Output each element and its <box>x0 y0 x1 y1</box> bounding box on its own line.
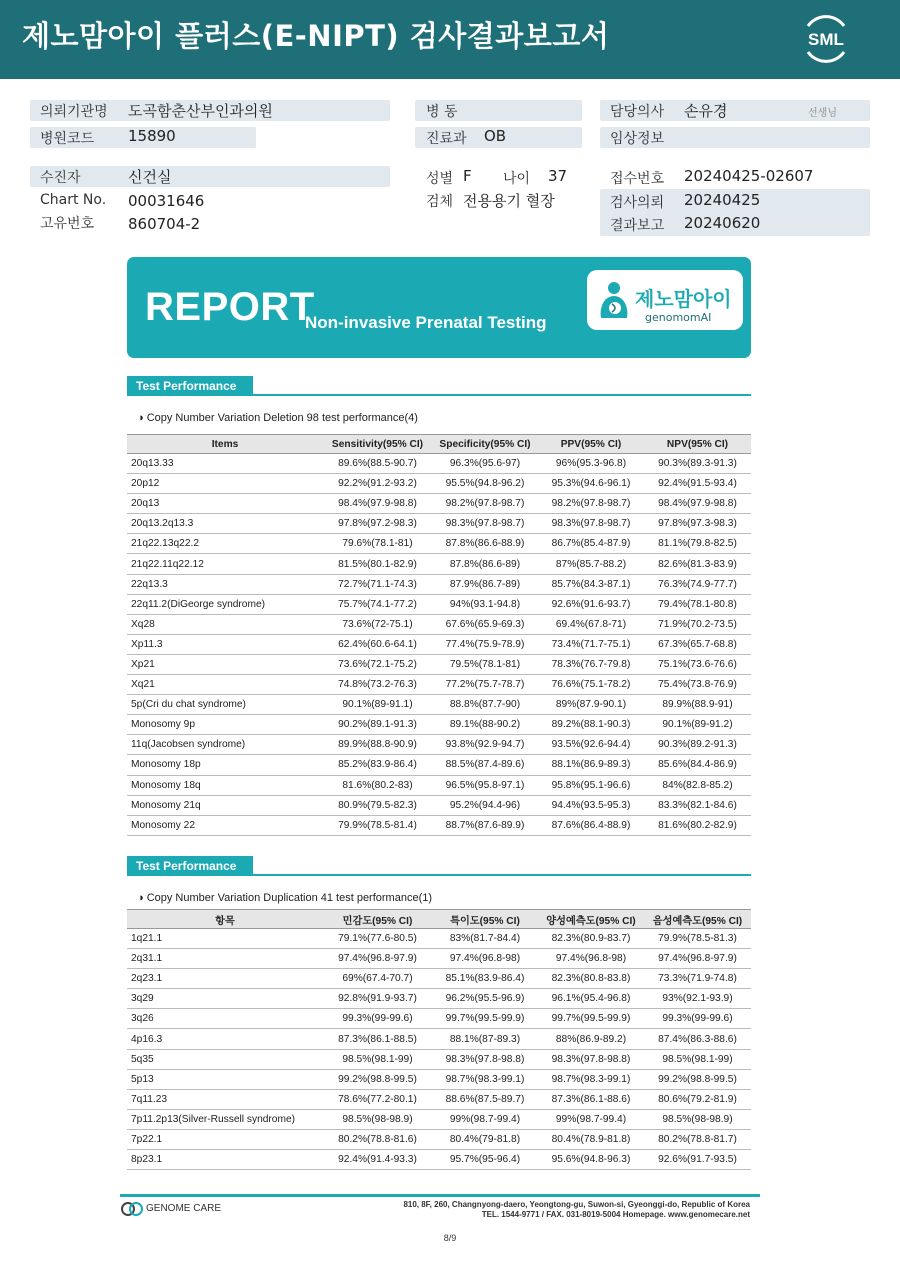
deletion-table-header <box>127 435 751 454</box>
value-cell: 98.4%(97.9-98.8) <box>644 494 751 514</box>
brand-english: genomomAI <box>645 311 712 324</box>
value-cell: 97.4%(96.8-98) <box>538 949 644 969</box>
table-row <box>127 1069 751 1089</box>
institution-label: 의뢰기관명 <box>40 104 108 120</box>
value-cell: 98.4%(97.9-98.8) <box>323 494 432 514</box>
value-cell: 87.6%(86.4-88.9) <box>538 815 644 835</box>
item-cell: 5q35 <box>127 1049 323 1069</box>
item-cell: 2q31.1 <box>127 949 323 969</box>
item-cell: 7p11.2p13(Silver-Russell syndrome) <box>127 1109 323 1129</box>
value-cell: 88.5%(87.4-89.6) <box>432 755 538 775</box>
value-cell: 89%(87.9-90.1) <box>538 695 644 715</box>
chart-no-value: 00031646 <box>128 192 205 210</box>
value-cell: 95.8%(95.1-96.6) <box>538 775 644 795</box>
table-row <box>127 815 751 835</box>
table-row <box>127 795 751 815</box>
value-cell: 89.6%(88.5-90.7) <box>323 454 432 474</box>
footer-address <box>360 1200 750 1220</box>
value-cell: 90.3%(89.2-91.3) <box>644 735 751 755</box>
value-cell: 85.1%(83.9-86.4) <box>432 969 538 989</box>
genomom-logo <box>587 270 743 330</box>
item-cell: 3q26 <box>127 1009 323 1029</box>
age-label: 나이 <box>503 171 531 187</box>
sex-value: F <box>463 167 472 185</box>
value-cell: 99%(98.7-99.4) <box>432 1109 538 1129</box>
value-cell: 81.6%(80.2-82.9) <box>644 815 751 835</box>
value-cell: 87.3%(86.1-88.6) <box>538 1089 644 1109</box>
address-line-1: 810, 8F, 260, Changnyong-daero, Yeongtong-gu, Suwon-si, Gyeonggi-do, Republic of Korea <box>403 1200 750 1209</box>
table-row <box>127 1150 751 1170</box>
value-cell: 79.9%(78.5-81.3) <box>644 929 751 949</box>
clinical-label: 임상정보 <box>610 131 665 147</box>
table-row <box>127 1109 751 1129</box>
table-row <box>127 715 751 735</box>
table-row <box>127 614 751 634</box>
table-row <box>127 755 751 775</box>
deletion-header-cell: NPV(95% CI) <box>644 435 751 454</box>
value-cell: 99%(98.7-99.4) <box>538 1109 644 1129</box>
value-cell: 89.2%(88.1-90.3) <box>538 715 644 735</box>
value-cell: 96.5%(95.8-97.1) <box>432 775 538 795</box>
duplication-header-cell: 양성예측도(95% CI) <box>538 910 644 929</box>
deletion-header-cell: PPV(95% CI) <box>538 435 644 454</box>
table-row <box>127 594 751 614</box>
value-cell: 88.8%(87.7-90) <box>432 695 538 715</box>
value-cell: 87.9%(86.7-89) <box>432 574 538 594</box>
value-cell: 98.3%(97.8-98.8) <box>432 1049 538 1069</box>
value-cell: 93.5%(92.6-94.4) <box>538 735 644 755</box>
value-cell: 78.3%(76.7-79.8) <box>538 654 644 674</box>
value-cell: 79.1%(77.6-80.5) <box>323 929 432 949</box>
value-cell: 73.6%(72.1-75.2) <box>323 654 432 674</box>
value-cell: 81.1%(79.8-82.5) <box>644 534 751 554</box>
value-cell: 98.7%(98.3-99.1) <box>432 1069 538 1089</box>
value-cell: 85.6%(84.4-86.9) <box>644 755 751 775</box>
item-cell: 20q13 <box>127 494 323 514</box>
value-cell: 84%(82.8-85.2) <box>644 775 751 795</box>
value-cell: 95.2%(94.4-96) <box>432 795 538 815</box>
value-cell: 96.1%(95.4-96.8) <box>538 989 644 1009</box>
value-cell: 71.9%(70.2-73.5) <box>644 614 751 634</box>
value-cell: 79.5%(78.1-81) <box>432 654 538 674</box>
item-cell: 21q22.11q22.12 <box>127 554 323 574</box>
value-cell: 97.4%(96.8-98) <box>432 949 538 969</box>
dept-value: OB <box>484 127 507 145</box>
value-cell: 92.2%(91.2-93.2) <box>323 474 432 494</box>
value-cell: 92.4%(91.4-93.3) <box>323 1150 432 1170</box>
value-cell: 99.7%(99.5-99.9) <box>432 1009 538 1029</box>
deletion-section-tab: Test Performance <box>127 376 253 396</box>
genomom-icon <box>595 280 633 320</box>
duplication-section-tab: Test Performance <box>127 856 253 876</box>
doctor-label: 담당의사 <box>610 104 665 120</box>
value-cell: 76.3%(74.9-77.7) <box>644 574 751 594</box>
table-row <box>127 1129 751 1149</box>
value-cell: 99.3%(99-99.6) <box>644 1009 751 1029</box>
examinee-row <box>30 166 390 187</box>
item-cell: 5p(Cri du chat syndrome) <box>127 695 323 715</box>
duplication-performance-table <box>127 909 751 1170</box>
value-cell: 90.1%(89-91.1) <box>323 695 432 715</box>
sml-logo <box>800 12 852 66</box>
footer-line <box>120 1194 760 1197</box>
value-cell: 88.6%(87.5-89.7) <box>432 1089 538 1109</box>
age-value: 37 <box>548 167 568 185</box>
item-cell: 20p12 <box>127 474 323 494</box>
value-cell: 85.7%(84.3-87.1) <box>538 574 644 594</box>
value-cell: 79.6%(78.1-81) <box>323 534 432 554</box>
value-cell: 92.6%(91.7-93.5) <box>644 1150 751 1170</box>
value-cell: 93%(92.1-93.9) <box>644 989 751 1009</box>
duplication-header-cell: 음성예측도(95% CI) <box>644 910 751 929</box>
value-cell: 92.8%(91.9-93.7) <box>323 989 432 1009</box>
table-row <box>127 514 751 534</box>
value-cell: 87.4%(86.3-88.6) <box>644 1029 751 1049</box>
value-cell: 96.2%(95.5-96.9) <box>432 989 538 1009</box>
report-date-label: 결과보고 <box>610 218 665 234</box>
value-cell: 75.7%(74.1-77.2) <box>323 594 432 614</box>
item-cell: Monosomy 22 <box>127 815 323 835</box>
table-row <box>127 1029 751 1049</box>
value-cell: 75.1%(73.6-76.6) <box>644 654 751 674</box>
unique-id-label: 고유번호 <box>40 216 95 232</box>
value-cell: 83.3%(82.1-84.6) <box>644 795 751 815</box>
item-cell: Xp11.3 <box>127 634 323 654</box>
value-cell: 92.4%(91.5-93.4) <box>644 474 751 494</box>
request-value: 20240425 <box>684 191 761 209</box>
item-cell: Monosomy 18p <box>127 755 323 775</box>
chart-no-label: Chart No. <box>40 192 107 208</box>
value-cell: 88.7%(87.6-89.9) <box>432 815 538 835</box>
item-cell: Xq28 <box>127 614 323 634</box>
item-cell: 7q11.23 <box>127 1089 323 1109</box>
item-cell: 11q(Jacobsen syndrome) <box>127 735 323 755</box>
value-cell: 80.4%(78.9-81.8) <box>538 1129 644 1149</box>
value-cell: 88.1%(87-89.3) <box>432 1029 538 1049</box>
report-date-value: 20240620 <box>684 214 761 232</box>
value-cell: 78.6%(77.2-80.1) <box>323 1089 432 1109</box>
table-row <box>127 1089 751 1109</box>
item-cell: Monosomy 18q <box>127 775 323 795</box>
item-cell: 21q22.13q22.2 <box>127 534 323 554</box>
value-cell: 69%(67.4-70.7) <box>323 969 432 989</box>
value-cell: 87.3%(86.1-88.5) <box>323 1029 432 1049</box>
value-cell: 90.1%(89-91.2) <box>644 715 751 735</box>
table-row <box>127 949 751 969</box>
duplication-subtitle: ◑ Copy Number Variation Duplication 41 test performance(1) <box>137 892 433 904</box>
specimen-value: 전용용기 혈장 <box>463 192 555 210</box>
table-row <box>127 474 751 494</box>
value-cell: 98.3%(97.8-98.7) <box>432 514 538 534</box>
deletion-performance-table <box>127 434 751 836</box>
report-header <box>0 0 900 79</box>
value-cell: 77.2%(75.7-78.7) <box>432 675 538 695</box>
banner-title: REPORT <box>145 285 315 329</box>
item-cell: 1q21.1 <box>127 929 323 949</box>
doctor-value: 손유경 <box>684 102 728 120</box>
dept-label: 진료과 <box>426 131 467 147</box>
value-cell: 97.8%(97.3-98.3) <box>644 514 751 534</box>
table-row <box>127 494 751 514</box>
item-cell: Monosomy 21q <box>127 795 323 815</box>
deletion-subtitle: ◑ Copy Number Variation Deletion 98 test performance(4) <box>137 412 418 424</box>
value-cell: 96.3%(95.6-97) <box>432 454 538 474</box>
value-cell: 73.3%(71.9-74.8) <box>644 969 751 989</box>
item-cell: 7p22.1 <box>127 1129 323 1149</box>
value-cell: 83%(81.7-84.4) <box>432 929 538 949</box>
item-cell: 20q13.2q13.3 <box>127 514 323 534</box>
value-cell: 72.7%(71.1-74.3) <box>323 574 432 594</box>
value-cell: 82.6%(81.3-83.9) <box>644 554 751 574</box>
value-cell: 98.3%(97.8-98.8) <box>538 1049 644 1069</box>
value-cell: 89.1%(88-90.2) <box>432 715 538 735</box>
value-cell: 96%(95.3-96.8) <box>538 454 644 474</box>
value-cell: 93.8%(92.9-94.7) <box>432 735 538 755</box>
value-cell: 80.4%(79-81.8) <box>432 1129 538 1149</box>
item-cell: 5p13 <box>127 1069 323 1089</box>
value-cell: 98.3%(97.8-98.7) <box>538 514 644 534</box>
item-cell: 22q13.3 <box>127 574 323 594</box>
value-cell: 98.5%(98-98.9) <box>644 1109 751 1129</box>
table-row <box>127 775 751 795</box>
genome-care-name: GENOME CARE <box>146 1203 222 1214</box>
deletion-header-cell: Specificity(95% CI) <box>432 435 538 454</box>
item-cell: Xp21 <box>127 654 323 674</box>
value-cell: 98.5%(98.1-99) <box>323 1049 432 1069</box>
receipt-label: 접수번호 <box>610 171 665 187</box>
value-cell: 81.6%(80.2-83) <box>323 775 432 795</box>
value-cell: 90.3%(89.3-91.3) <box>644 454 751 474</box>
item-cell: 4p16.3 <box>127 1029 323 1049</box>
value-cell: 77.4%(75.9-78.9) <box>432 634 538 654</box>
value-cell: 85.2%(83.9-86.4) <box>323 755 432 775</box>
table-row <box>127 695 751 715</box>
value-cell: 73.6%(72-75.1) <box>323 614 432 634</box>
examinee-label: 수진자 <box>40 170 81 186</box>
table-row <box>127 1009 751 1029</box>
value-cell: 97.4%(96.8-97.9) <box>644 949 751 969</box>
report-title: 제노맘아이 플러스(E-NIPT) 검사결과보고서 <box>22 19 610 53</box>
duplication-table-header <box>127 910 751 929</box>
value-cell: 79.9%(78.5-81.4) <box>323 815 432 835</box>
value-cell: 73.4%(71.7-75.1) <box>538 634 644 654</box>
value-cell: 80.6%(79.2-81.9) <box>644 1089 751 1109</box>
value-cell: 99.7%(99.5-99.9) <box>538 1009 644 1029</box>
value-cell: 76.6%(75.1-78.2) <box>538 675 644 695</box>
banner-subtitle: Non-invasive Prenatal Testing <box>305 313 547 332</box>
duplication-header-cell: 민감도(95% CI) <box>323 910 432 929</box>
value-cell: 79.4%(78.1-80.8) <box>644 594 751 614</box>
examinee-value: 신건실 <box>128 168 172 186</box>
value-cell: 98.2%(97.8-98.7) <box>538 494 644 514</box>
value-cell: 67.6%(65.9-69.3) <box>432 614 538 634</box>
value-cell: 97.8%(97.2-98.3) <box>323 514 432 534</box>
value-cell: 67.3%(65.7-68.8) <box>644 634 751 654</box>
value-cell: 80.9%(79.5-82.3) <box>323 795 432 815</box>
hospital-code-value: 15890 <box>128 127 176 145</box>
item-cell: 22q11.2(DiGeorge syndrome) <box>127 594 323 614</box>
value-cell: 95.5%(94.8-96.2) <box>432 474 538 494</box>
table-row <box>127 574 751 594</box>
item-cell: 3q29 <box>127 989 323 1009</box>
value-cell: 89.9%(88.9-91) <box>644 695 751 715</box>
item-cell: 2q23.1 <box>127 969 323 989</box>
institution-value: 도곡함춘산부인과의원 <box>128 102 273 120</box>
item-cell: 20q13.33 <box>127 454 323 474</box>
value-cell: 69.4%(67.8-71) <box>538 614 644 634</box>
report-banner <box>127 257 751 358</box>
value-cell: 82.3%(80.8-83.8) <box>538 969 644 989</box>
request-label: 검사의뢰 <box>610 195 665 211</box>
item-cell: Xq21 <box>127 675 323 695</box>
value-cell: 95.6%(94.8-96.3) <box>538 1150 644 1170</box>
value-cell: 98.5%(98-98.9) <box>323 1109 432 1129</box>
value-cell: 89.9%(88.8-90.9) <box>323 735 432 755</box>
hospital-code-label: 병원코드 <box>40 131 95 147</box>
deletion-header-cell: Items <box>127 435 323 454</box>
table-row <box>127 969 751 989</box>
address-line-2: TEL. 1544-9771 / FAX. 031-8019-5004 Homepage. www.genomecare.net <box>481 1210 750 1219</box>
value-cell: 95.7%(95-96.4) <box>432 1150 538 1170</box>
unique-id-value: 860704-2 <box>128 215 201 233</box>
duplication-header-cell: 특이도(95% CI) <box>432 910 538 929</box>
item-cell: Monosomy 9p <box>127 715 323 735</box>
table-row <box>127 454 751 474</box>
deletion-header-cell: Sensitivity(95% CI) <box>323 435 432 454</box>
table-row <box>127 1049 751 1069</box>
table-row <box>127 534 751 554</box>
value-cell: 88.1%(86.9-89.3) <box>538 755 644 775</box>
value-cell: 80.2%(78.8-81.6) <box>323 1129 432 1149</box>
value-cell: 98.2%(97.8-98.7) <box>432 494 538 514</box>
value-cell: 81.5%(80.1-82.9) <box>323 554 432 574</box>
receipt-value: 20240425-02607 <box>684 167 814 185</box>
specimen-label: 검체 <box>426 194 454 210</box>
value-cell: 87.8%(86.6-88.9) <box>432 534 538 554</box>
value-cell: 99.2%(98.8-99.5) <box>644 1069 751 1089</box>
value-cell: 94%(93.1-94.8) <box>432 594 538 614</box>
value-cell: 90.2%(89.1-91.3) <box>323 715 432 735</box>
table-row <box>127 735 751 755</box>
ward-label: 병 동 <box>426 104 458 120</box>
table-row <box>127 554 751 574</box>
value-cell: 80.2%(78.8-81.7) <box>644 1129 751 1149</box>
value-cell: 75.4%(73.8-76.9) <box>644 675 751 695</box>
value-cell: 97.4%(96.8-97.9) <box>323 949 432 969</box>
value-cell: 98.5%(98.1-99) <box>644 1049 751 1069</box>
value-cell: 88%(86.9-89.2) <box>538 1029 644 1049</box>
sex-label: 성별 <box>426 171 454 187</box>
value-cell: 99.3%(99-99.6) <box>323 1009 432 1029</box>
duplication-header-cell: 항목 <box>127 910 323 929</box>
value-cell: 87%(85.7-88.2) <box>538 554 644 574</box>
page-number: 8/9 <box>443 1233 457 1243</box>
table-row <box>127 654 751 674</box>
item-cell: 8p23.1 <box>127 1150 323 1170</box>
doctor-suffix: 선생님 <box>808 108 837 119</box>
value-cell: 95.3%(94.6-96.1) <box>538 474 644 494</box>
value-cell: 98.7%(98.3-99.1) <box>538 1069 644 1089</box>
value-cell: 99.2%(98.8-99.5) <box>323 1069 432 1089</box>
value-cell: 94.4%(93.5-95.3) <box>538 795 644 815</box>
value-cell: 87.8%(86.6-89) <box>432 554 538 574</box>
table-row <box>127 634 751 654</box>
value-cell: 82.3%(80.9-83.7) <box>538 929 644 949</box>
table-row <box>127 989 751 1009</box>
value-cell: 92.6%(91.6-93.7) <box>538 594 644 614</box>
table-row <box>127 929 751 949</box>
sml-logo-text: SML <box>808 30 844 49</box>
table-row <box>127 675 751 695</box>
genome-care-icon <box>120 1201 144 1217</box>
value-cell: 74.8%(73.2-76.3) <box>323 675 432 695</box>
value-cell: 86.7%(85.4-87.9) <box>538 534 644 554</box>
brand-korean: 제노맘아이 <box>635 287 732 311</box>
value-cell: 62.4%(60.6-64.1) <box>323 634 432 654</box>
